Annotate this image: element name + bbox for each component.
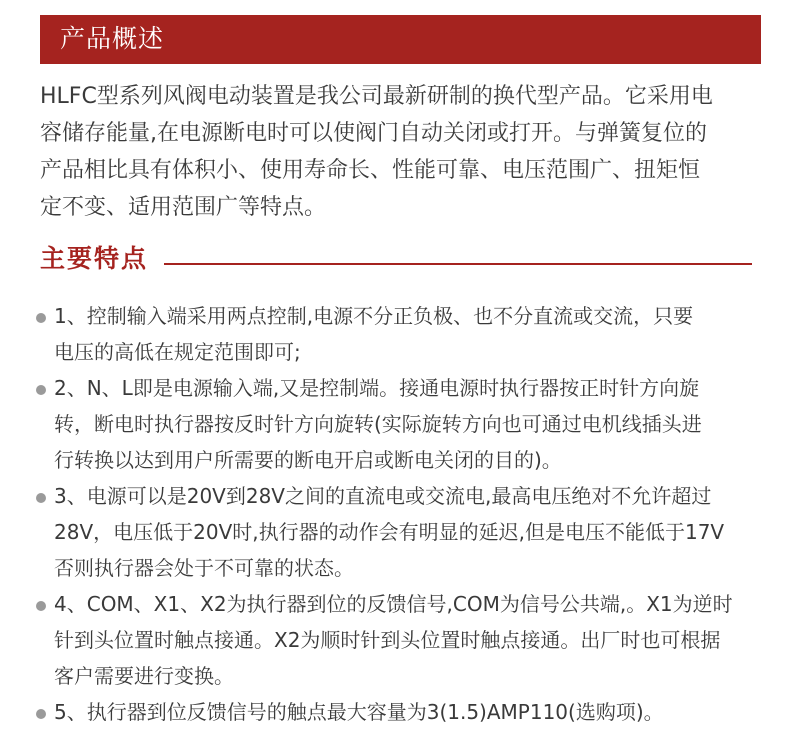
feature-item xyxy=(36,478,781,586)
feature-line: 1、控制输入端采用两点控制,电源不分正负极、也不分直流或交流，只要 xyxy=(54,304,694,328)
bullet-dot-icon xyxy=(36,709,46,719)
feature-line: 4、COM、X1、X2为执行器到位的反馈信号,COM为信号公共端,。X1为逆时 xyxy=(54,592,733,616)
feature-line: 转，断电时执行器按反时针方向旋转(实际旋转方向也可通过电机线插头进 xyxy=(54,412,702,436)
feature-item xyxy=(36,370,781,478)
intro-line: HLFC型系列风阀电动装置是我公司最新研制的换代型产品。它采用电 xyxy=(40,84,713,109)
section-banner xyxy=(40,15,761,64)
banner-title: 产品概述 xyxy=(60,24,165,53)
intro-line: 产品相比具有体积小、使用寿命长、性能可靠、电压范围广、扭矩恒 xyxy=(40,158,701,183)
feature-item xyxy=(36,298,781,370)
features-heading: 主要特点 xyxy=(40,244,149,273)
feature-line: 28V，电压低于20V时,执行器的动作会有明显的延迟,但是电压不能低于17V xyxy=(54,520,725,544)
feature-item xyxy=(36,694,781,730)
feature-line: 客户需要进行变换。 xyxy=(54,664,234,688)
intro-paragraph xyxy=(40,78,768,226)
feature-line: 2、N、L即是电源输入端,又是控制端。接通电源时执行器按正时针方向旋 xyxy=(54,376,700,400)
heading-divider xyxy=(164,263,752,265)
bullet-dot-icon xyxy=(36,385,46,395)
feature-line: 电压的高低在规定范围即可; xyxy=(54,340,301,364)
feature-item xyxy=(36,586,781,694)
bullet-dot-icon xyxy=(36,493,46,503)
feature-line: 否则执行器会处于不可靠的状态。 xyxy=(54,556,354,580)
intro-line: 定不变、适用范围广等特点。 xyxy=(40,195,327,220)
feature-line: 3、电源可以是20V到28V之间的直流电或交流电,最高电压绝对不允许超过 xyxy=(54,484,712,508)
feature-list xyxy=(36,298,781,730)
intro-line: 容储存能量,在电源断电时可以使阀门自动关闭或打开。与弹簧复位的 xyxy=(40,121,707,146)
feature-line: 行转换以达到用户所需要的断电开启或断电关闭的目的)。 xyxy=(54,448,562,472)
bullet-dot-icon xyxy=(36,313,46,323)
feature-line: 针到头位置时触点接通。X2为顺时针到头位置时触点接通。出厂时也可根据 xyxy=(54,628,721,652)
bullet-dot-icon xyxy=(36,601,46,611)
feature-line: 5、执行器到位反馈信号的触点最大容量为3(1.5)AMP110(选购项)。 xyxy=(54,700,664,724)
